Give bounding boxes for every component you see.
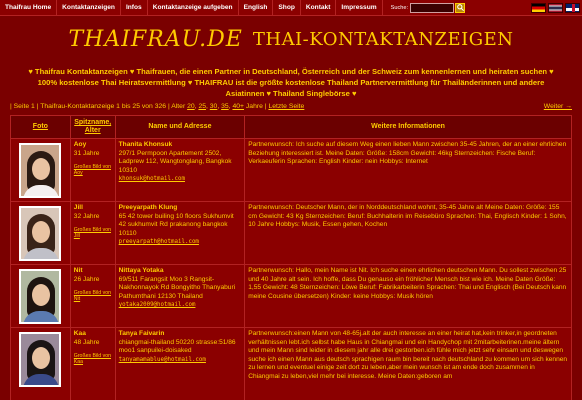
address: chiangmai-thailand 50220 strasse:51/86 moo1 sanpuilei-doisaked [118,338,236,355]
nick-cell [71,265,116,327]
profile-photo[interactable] [19,269,61,324]
column-header-name: Name und Adresse [116,116,246,138]
search-box [391,3,465,13]
site-logo[interactable]: THAIFRAU.DE [68,27,243,52]
photo-cell [11,202,71,264]
column-header-foto[interactable]: Foto [11,116,71,138]
name-cell [116,265,246,327]
age-filter-25[interactable]: 25 [198,103,206,110]
profile-photo[interactable] [19,206,61,261]
listings-table [10,115,572,400]
age: 31 Jahre [73,149,100,157]
photo-cell [11,265,71,327]
full-name: Tanya Faivarin [118,330,165,337]
age: 26 Jahre [73,275,100,283]
name-cell [116,328,246,400]
nick-cell [71,202,116,264]
search-input[interactable] [410,3,454,13]
email-link[interactable]: preeyarpath@hotmail.com [118,239,199,246]
nav-thaifrau-home[interactable]: Thaifrau Home [0,0,57,16]
table-row [10,202,572,265]
site-header [0,17,582,62]
info-cell: Partnerwunsch: Ich suche auf diesem Weg einen lieben Mann zwischen 35-45 Jahren, der an einer ehrlichen Beziehung interessiert ist. Meine Daten: Größe: 158cm Gewicht: 46kg Sternzeichen: Fische Beruf: Verkaeuferin Sprachen: English Kinder: nein Hobbys: Internet [248,141,567,166]
column-header-info: Weitere Informationen [371,123,445,130]
name-cell [116,202,246,264]
nickname: Jill [73,204,83,211]
intro-line-1: ♥ Thaifrau Kontaktanzeigen ♥ Thaifrauen, die einen Partner in Deutschland, Österreich und der Schweiz zum kennenlernen und heiraten suchen ♥ [28,67,554,76]
search-label: Suche: [390,4,409,11]
language-flags [531,3,580,13]
top-navigation [0,0,582,16]
full-name: Thanita Khonsuk [118,141,173,148]
flag-thailand-icon[interactable] [548,3,563,13]
address: 65 42 tower builing 10 floors Sukhumvit 42 sukhumvit Rd prakanong bangkok 10110 [118,212,234,237]
nick-cell [71,328,116,400]
large-photo-link[interactable]: Großes Bild von Aoy [73,164,111,177]
info-cell: Partnerwunsch:einen Mann von 48-65j.alt der auch interesse an einer heirat hat,kein trinker,in geordneten verhältnissen lebt.ich selbst habe Haus in Chiangmai und ein Handychop mit 2mitarbeiterinen.meine ältern und mein Mann sind leider in diesem jahr alle drei gestorben.ich fühle mich jetzt sehr einsam und deswegen suche ich einen Mann aus deutsch sprachigen raum bin bereit nach deutschland zu kommen um sich kennen zu lernen und eventuel einige zeit dort zu leben,aber mein wunsch ist am ende doch zusammen in Chiangmai zu leben,viel mehr bei interesse. Meine Daten:geboren am [248,330,568,380]
age-filter-30[interactable]: 30 [209,103,218,110]
last-page-link[interactable]: Letzte Seite [268,103,305,110]
flag-germany-icon[interactable] [531,3,546,13]
info-cell: Partnerwunsch: Hallo, mein Name ist Nit. Ich suche einen ehrlichen deutschen Mann. Du sollest zwischen 25 und 40 Jahre alt sein. Ich hoffe, dass Du genauso ein fröhlicher Mensch bist wie ich. Meine Daten Größe: 1,55 Gewicht: 48 Sternzeichen: Löwe Beruf: Fabrikarbeiterin Sprachen: Thai und Englisch (Bei Deutsch kann meine Cousine übersetzen) Kinder: keine Hobbys: Musik hören [248,267,567,300]
table-row [10,265,572,328]
nav-english[interactable]: English [239,0,274,16]
full-name: Nittaya Yotaka [118,267,164,274]
pagination-years: Jahre | [245,103,267,110]
table-row [10,139,572,202]
nav-infos[interactable]: Infos [121,0,148,16]
address: 69/511 Farangsit Moo 3 Rangsit-Nakhonnayok Rd Bongyitho Thanyaburi Pathumthani 12130 Thailand [118,275,236,300]
age: 48 Jahre [73,338,100,346]
intro-line-2: 100% kostenlose Thai Heiratsvermittlung ♥ THAIFRAU ist die größte kostenlose Thailand Partnervermittlung für Thailänderinnen und andere [37,78,545,87]
intro-text [6,66,576,99]
search-button[interactable] [455,3,465,13]
pagination-info: | Seite 1 | Thaifrau-Kontaktanzeige 1 bis 25 von 326 | Alter 20, 25, 30, 35, 40+ Jahre | Letzte Seite [10,103,305,110]
age-filter-20[interactable]: 20 [187,103,195,110]
address: 297/1 Permpoon Apartement 2502, Ladprew 112, Wangtonglang, Bangkok 10310 [118,149,232,174]
large-photo-link[interactable]: Großes Bild von Kaa [73,353,111,366]
search-icon [457,4,464,11]
page-title: THAI-KONTAKTANZEIGEN [252,29,514,50]
column-header-spitzname[interactable]: Spitzname, Alter [71,116,116,138]
full-name: Preeyarpath Klung [118,204,178,211]
large-photo-link[interactable]: Großes Bild von Nit [73,290,111,303]
table-header [10,115,572,139]
flag-uk-icon[interactable] [565,3,580,13]
nav-shop[interactable]: Shop [273,0,300,16]
email-link[interactable]: khonsuk@hotmail.com [118,176,185,183]
age-filter-40plus[interactable]: 40+ [232,103,244,110]
pagination-prefix: | Seite 1 | Thaifrau-Kontaktanzeige 1 bis 25 von 326 | Alter [10,103,186,110]
info-cell: Partnerwunsch: Deutscher Mann, der in Norddeutschland wohnt, 35-45 Jahre alt Meine Daten: Größe: 155 cm Gewicht: 43 Kg Sternzeichen: Beruf: Buchhalterin im Reisebüro Sprachen: Thai, Englisch Kinder: 1 Sohn, 10 Jahre Hobbys: Musik, Essen gehen, Kochen [248,204,567,229]
name-cell [116,139,246,201]
nav-impressum[interactable]: Impressum [336,0,382,16]
profile-photo[interactable] [19,143,61,198]
email-link[interactable]: tanyamamablue@hotmail.com [118,356,206,363]
email-link[interactable]: yotaka2009@hotmail.com [118,302,196,309]
nav-kontakt[interactable]: Kontakt [301,0,337,16]
large-photo-link[interactable]: Großes Bild von Jill [73,227,111,240]
nickname: Kaa [73,330,86,337]
nav-kontaktanzeige-aufgeben[interactable]: Kontaktanzeige aufgeben [148,0,239,16]
nick-cell [71,139,116,201]
profile-photo[interactable] [19,332,61,387]
intro-line-3: Asiatinnen ♥ Thailand Singlebörse ♥ [225,89,357,98]
age-filter-35[interactable]: 35 [221,103,229,110]
photo-cell [11,139,71,201]
nav-kontaktanzeigen[interactable]: Kontaktanzeigen [57,0,121,16]
nickname: Nit [73,267,83,274]
next-page-link[interactable]: Weiter → [543,103,572,110]
nickname: Aoy [73,141,87,148]
table-row [10,328,572,400]
photo-cell [11,328,71,400]
age: 32 Jahre [73,212,100,220]
pagination [10,103,572,110]
